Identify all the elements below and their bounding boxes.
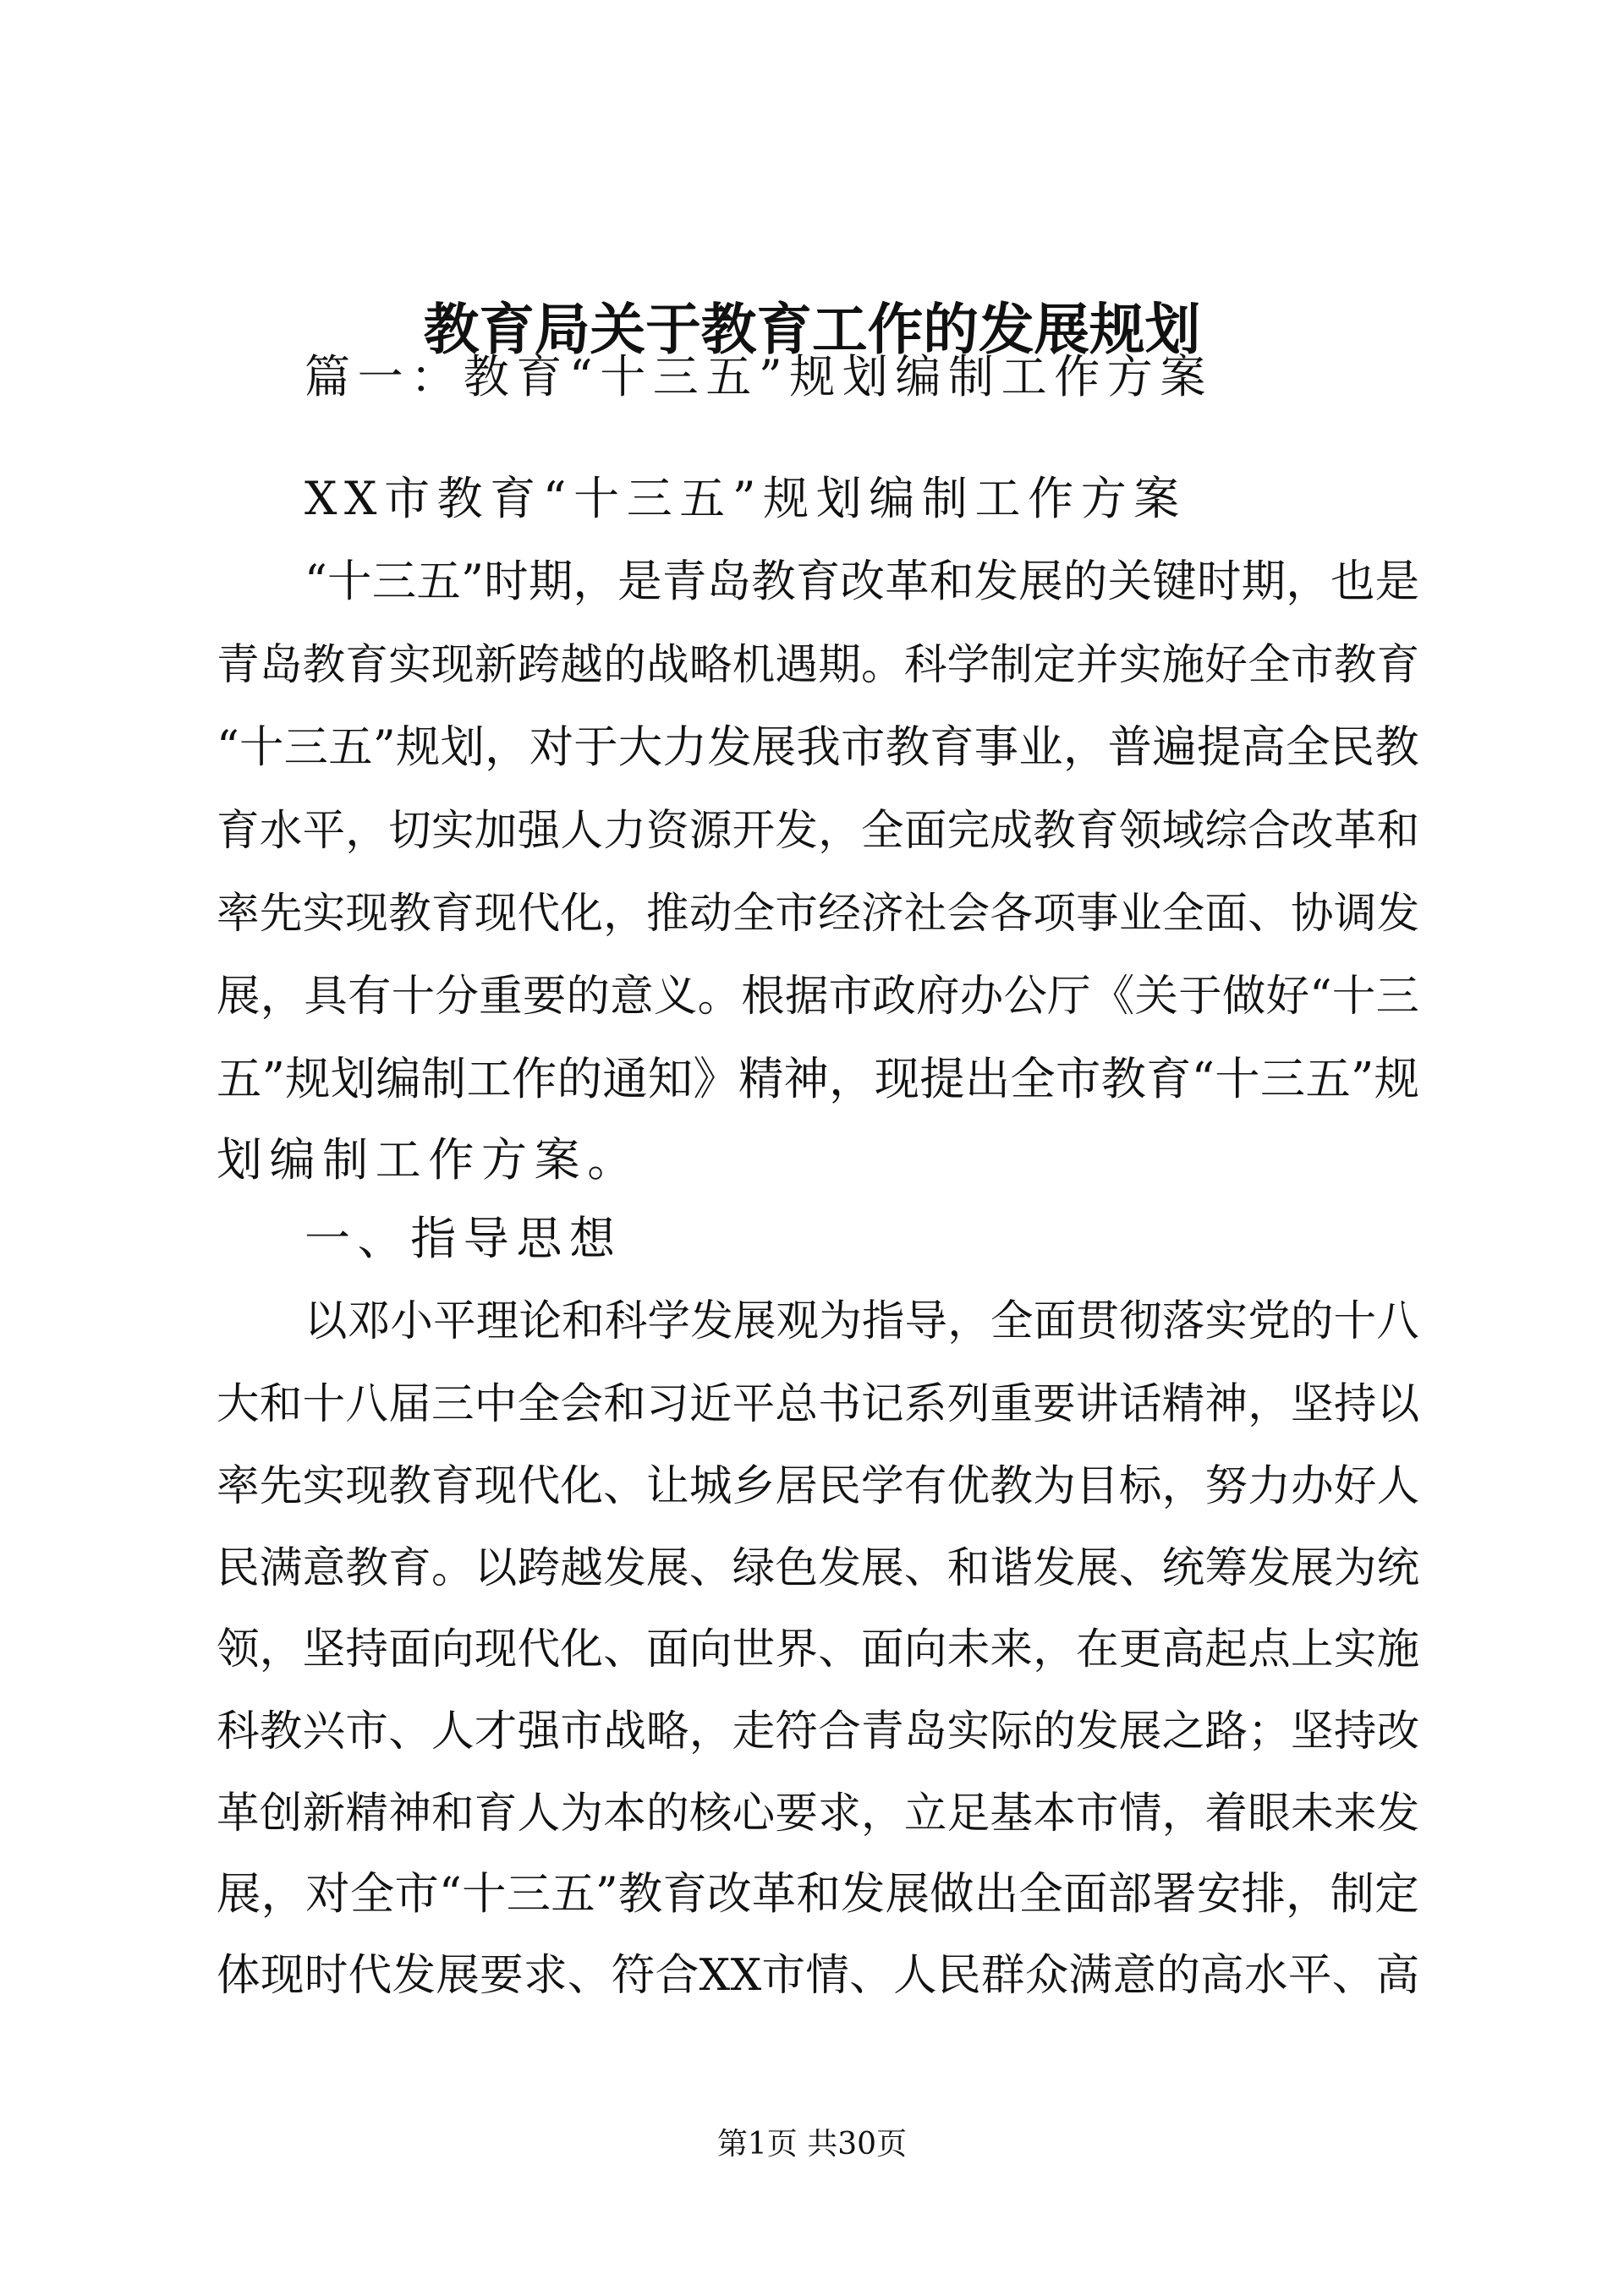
paragraph-line: 以邓小平理论和科学发展观为指导，全面贯彻落实党的十八 [304,1296,1419,1345]
document-title: 教育局关于教育工作的发展规划 [423,297,1201,362]
paragraph-line: 划编制工作方案。 [217,1133,640,1186]
section-heading: 一、指导思想 [304,1212,623,1265]
paragraph-line: “十三五”时期，是青岛教育改革和发展的关键时期，也是 [304,556,1420,607]
paragraph-line: 率先实现教育现代化，推动全市经济社会各项事业全面、协调发 [217,888,1420,938]
page-footer: 第1页 共30页 [716,2127,908,2162]
paragraph-line: 展，具有十分重要的意义。根据市政府办公厅《关于做好“十三 [217,971,1420,1022]
paragraph-line: 民满意教育。以跨越发展、绿色发展、和谐发展、统筹发展为统 [217,1543,1420,1592]
paragraph-line: 育水平，切实加强人力资源开发，全面完成教育领域综合改革和 [217,805,1420,855]
paragraph-line: 青岛教育实现新跨越的战略机遇期。科学制定并实施好全市教育 [217,639,1420,689]
paragraph-line: 科教兴市、人才强市战略，走符合青岛实际的发展之路；坚持改 [217,1706,1420,1756]
paragraph-line: 领，坚持面向现代化、面向世界、面向未来，在更高起点上实施 [217,1624,1420,1674]
paragraph-line: 率先实现教育现代化、让城乡居民学有优教为目标，努力办好人 [217,1460,1420,1510]
paragraph-line: “十三五”规划，对于大力发展我市教育事业，普遍提高全民教 [217,721,1419,773]
paragraph-line: 展，对全市“十三五”教育改革和发展做出全面部署安排，制定 [217,1868,1419,1920]
paragraph-line: 革创新精神和育人为本的核心要求，立足基本市情，着眼未来发 [217,1788,1420,1838]
paragraph-line: 五”规划编制工作的通知》精神，现提出全市教育“十三五”规 [217,1053,1420,1105]
subtitle: XX市教育“十三五”规划编制工作方案 [304,472,1187,525]
section-heading: 篇一：教育“十三五”规划编制工作方案 [304,350,1214,403]
paragraph-line: 大和十八届三中全会和习近平总书记系列重要讲话精神，坚持以 [217,1378,1420,1428]
paragraph-line: 体现时代发展要求、符合XX市情、人民群众满意的高水平、高 [217,1950,1420,2001]
